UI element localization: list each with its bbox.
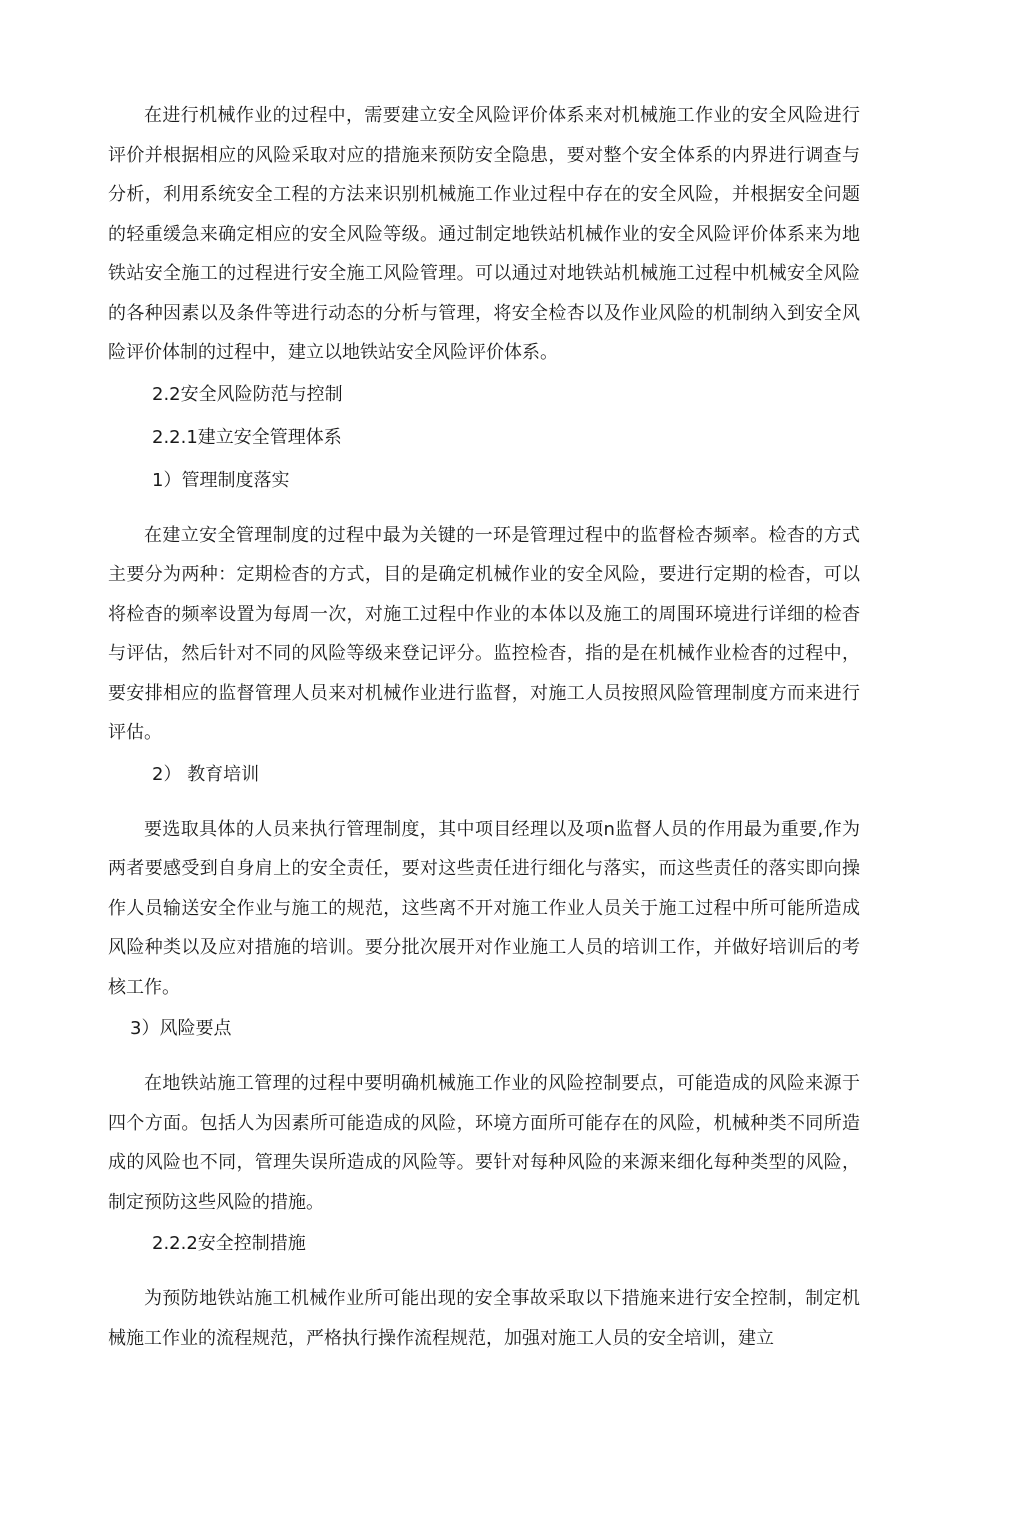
paragraph-management-system: 在建立安全管理制度的过程中最为关键的一环是管理过程中的监督检杏频率。检杳的方式主要分为两种：定期检杳的方式，目的是确定机械作业的安全风险，要进行定期的检杳，可以将检杳的频率设置为每周一次，对施工过程中作业的本体以及施工的周围环境进行详细的检杳与评估，然后针对不同的风险等级来登记评分。监控检杳，指的是在机械作业检杳的过程中，要安排相应的监督管理人员来对机械作业进行监督，对施工人员按照风险管理制度方而来进行评估。 [108,524,860,743]
heading-item-3: 3）风险要点 [130,1018,232,1039]
heading-2-2-2: 2.2.2安全控制措施 [152,1233,306,1254]
heading-2-2: 2.2安全风险防范与控制 [152,383,343,405]
document-page [108,96,860,1358]
paragraph-control-measures: 为预防地铁站施工机械作业所可能出现的安全事故采取以下措施来进行安全控制，制定机械施工作业的流程规范，严格执行操作流程规范，加强对施工人员的安全培训，建立 [108,1288,860,1349]
paragraph-training: 要选取具体的人员来执行管理制度，其中项目经理以及项n监督人员的作用最为重要,作为两者要感受到自身肩上的安全责任，要对这些责任进行细化与落实，而这些责任的落实即向操作人员输送安全作业与施工的规范，这些离不开对施工作业人员关于施工过程中所可能所造成风险种类以及应对措施的培训。要分批次展开对作业施工人员的培训工作，并做好培训后的考核工作。 [108,818,860,998]
paragraph-risk-evaluation: 在进行机械作业的过程中，需要建立安全风险评价体系来对机械施工作业的安全风险进行评价并根据相应的风险采取对应的措施来预防安全隐患，要对整个安全体系的内界进行调查与分析，利用系统安全工程的方法来识别机械施工作业过程中存在的安全风险，并根据安全问题的轻重缓急来确定相应的安全风险等级。通过制定地铁站机械作业的安全风险评价体系来为地铁站安全施工的过程进行安全施工风险管理。可以通过对地铁站机械施工过程中机械安全风险的各种因素以及条件等进行动态的分析与管理，将安全检杏以及作业风险的机制纳入到安全风险评价体制的过程中，建立以地铁站安全风险评价体系。 [108,105,860,363]
heading-2-2-1: 2.2.1建立安全管理体系 [152,426,342,448]
heading-item-2: 2） 教育培训 [152,763,260,785]
paragraph-risk-points: 在地铁站施工管理的过程中要明确机械施工作业的风险控制要点，可能造成的风险来源于四个方面。包括人为因素所可能造成的风险，环境方面所可能存在的风险，机械种类不同所造成的风险也不同，管理失误所造成的风险等。要针对每种风险的来源来细化每种类型的风险，制定预防这些风险的措施。 [108,1073,860,1213]
heading-item-1: 1）管理制度落实 [152,469,290,491]
